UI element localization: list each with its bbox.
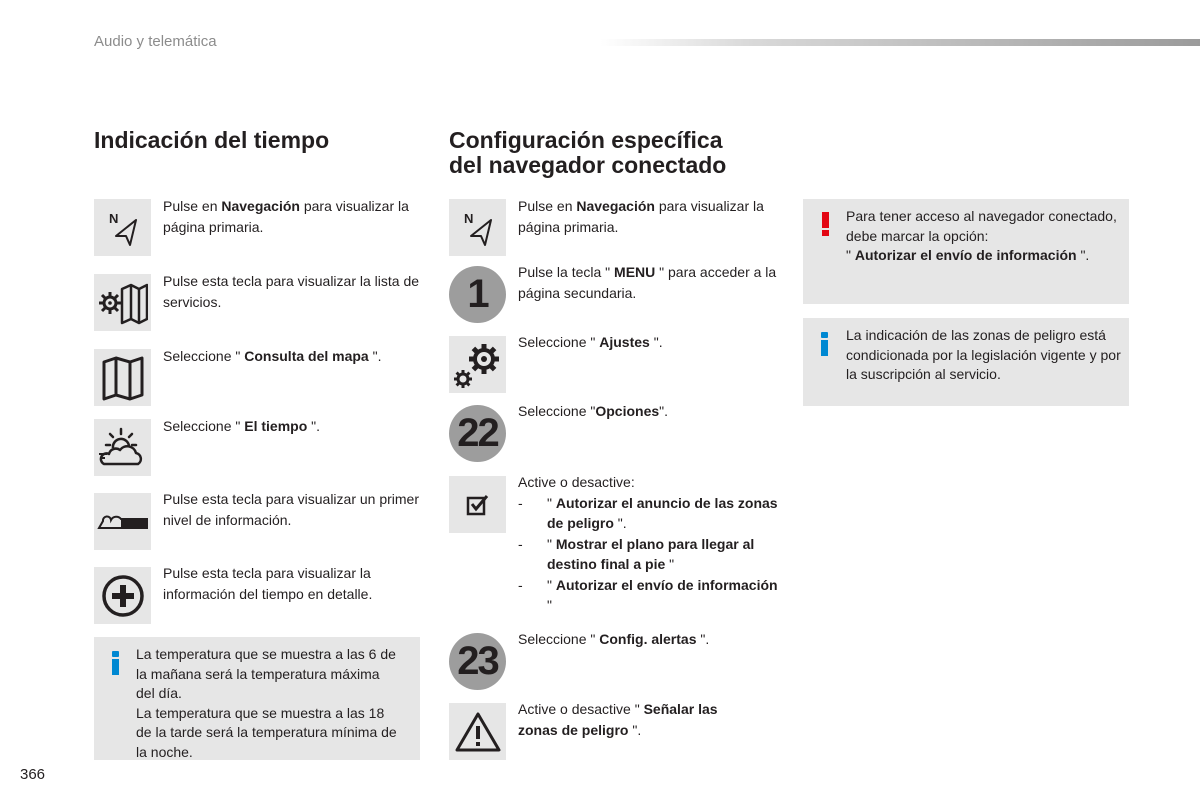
navigation-north-arrow-icon [449,199,506,256]
settings-gears-icon [449,336,506,393]
step-number-badge: 1 [449,266,506,323]
middle-step-alerts: Seleccione " Config. alertas ". [518,631,710,647]
left-step-3: Seleccione " Consulta del mapa ". [163,348,382,364]
header-rule [600,39,1200,46]
toggle-intro: Active o desactive: [518,474,635,490]
middle-step-danger: Active o desactive " Señalar las zonas de peligro ". [518,701,718,738]
danger-triangle-icon [449,703,506,760]
checkbox-checked-icon [449,476,506,533]
info-icon [820,332,830,356]
option-item: - " Autorizar el envío de información " [518,576,778,613]
left-step-2: Pulse esta tecla para visualizar la lista de servicios. [163,273,420,310]
folded-map-icon [94,349,151,406]
plus-circle-icon [94,567,151,624]
left-step-6: Pulse esta tecla para visualizar la información del tiempo en detalle. [163,565,373,602]
svg-text:N: N [463,210,473,226]
info-text: La indicación de las zonas de peligro está condicionada por la legislación vigente y por la suscripción al servicio. [846,327,1121,382]
temperature-info-note [94,637,420,760]
middle-step-menu: Pulse la tecla " MENU " para acceder a la página secundaria. [518,264,777,301]
left-title: Indicación del tiempo [94,127,330,153]
option-item: - " Autorizar el anuncio de las zonas de peligro ". [518,494,778,531]
middle-title: Configuración específica del navegador conectado [449,127,727,178]
connected-access-warning: Para tener acceso al navegador conectado, debe marcar la opción: " Autorizar el envío de información ". [803,199,1129,304]
option-item: - " Mostrar el plano para llegar al destino final a pie " [518,535,755,572]
middle-step-nav: Pulse en Navegación para visualizar la página primaria. [518,198,764,235]
danger-zones-info [803,318,1129,406]
middle-step-options: Seleccione "Opciones". [518,403,669,419]
info-icon [111,651,121,675]
middle-step-settings: Seleccione " Ajustes ". [518,334,663,350]
note-line-2: La temperatura que se muestra a las 18 de la tarde será la temperatura mínima de la noche. [136,704,397,760]
page-number: 366 [20,766,46,783]
navigation-north-arrow-icon [94,199,151,256]
weather-level-bar-icon [94,493,151,550]
svg-text:N: N [108,210,118,226]
gear-map-services-icon [94,274,151,331]
weather-sun-cloud-icon [94,419,151,476]
warning-exclamation-icon [821,212,831,236]
warning-option: Autorizar el envío de información [854,247,1077,263]
step-number-badge: 22 [449,405,506,462]
section-header: Audio y telemática [94,33,217,50]
left-step-1: Pulse en Navegación para visualizar la página primaria. [163,198,409,235]
warning-text: Para tener acceso al navegador conectado, debe marcar la opción: [846,208,1117,244]
left-step-5: Pulse esta tecla para visualizar un primer nivel de información. [163,491,420,528]
left-step-4: Seleccione " El tiempo ". [163,418,321,434]
step-number-badge: 23 [449,633,506,690]
note-line-1: La temperatura que se muestra a las 6 de la mañana será la temperatura máxima del día. [136,646,396,701]
middle-step-toggle [518,472,783,616]
